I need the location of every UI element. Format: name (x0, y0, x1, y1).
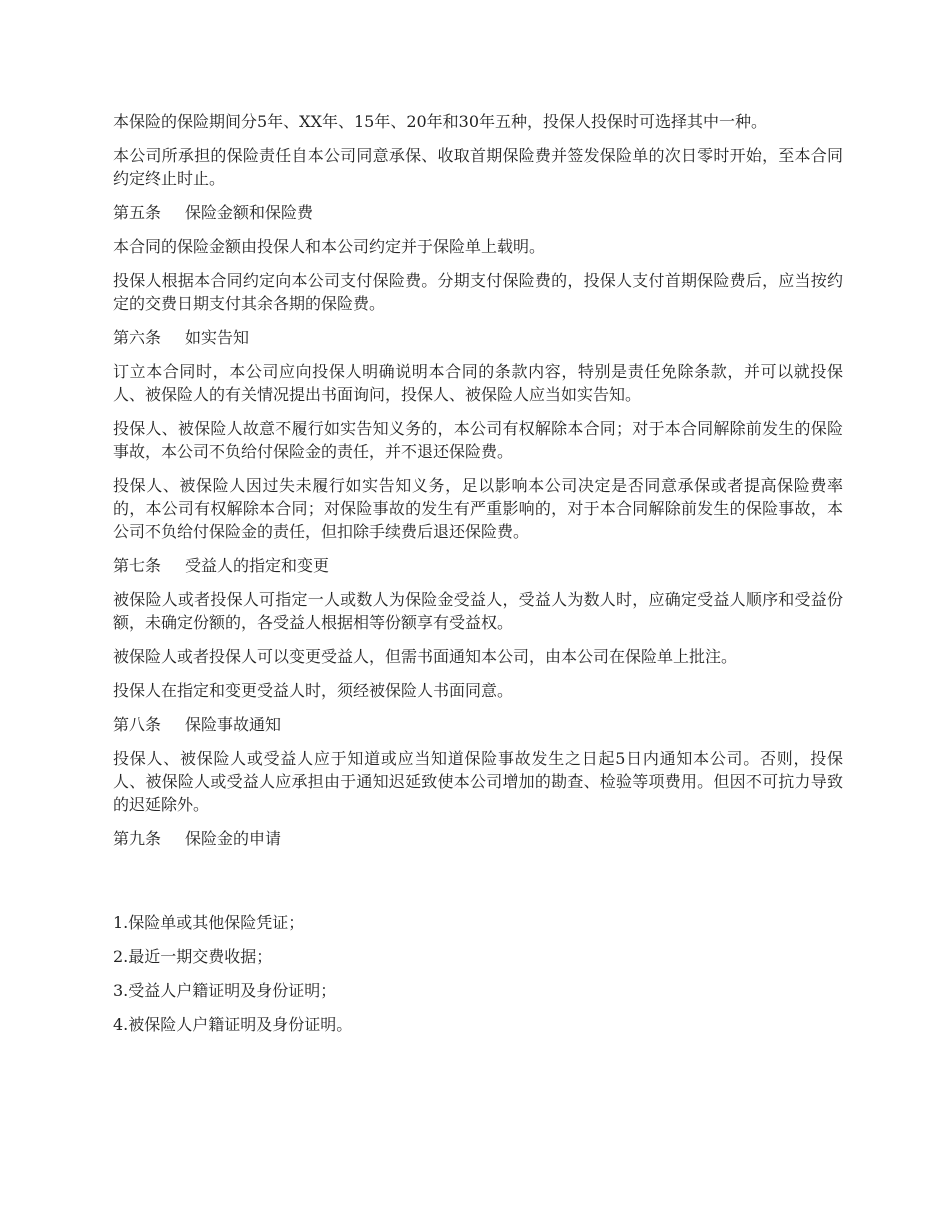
article-title: 保险金额和保险费 (185, 203, 314, 222)
paragraph: 本保险的保险期间分5年、XX年、15年、20年和30年五种，投保人投保时可选择其中一种。 (113, 112, 768, 131)
article-8-heading (113, 713, 843, 736)
article-number: 第七条 (113, 556, 162, 575)
document-body (113, 110, 843, 1047)
article-9-heading (113, 827, 843, 850)
paragraph: 投保人在指定和变更受益人时，须经被保险人书面同意。 (113, 681, 514, 700)
article-title: 如实告知 (185, 328, 250, 347)
blank-gap (113, 861, 843, 911)
paragraph: 投保人、被保险人或受益人应于知道或应当知道保险事故发生之日起5日内通知本公司。否则，投保人、被保险人或受益人应承担由于通知迟延致使本公司增加的勘查、检验等项费用。但因不可抗力导致的迟延除外。 (113, 749, 843, 814)
paragraph: 本合同的保险金额由投保人和本公司约定并于保险单上载明。 (113, 237, 546, 256)
paragraph: 被保险人或者投保人可以变更受益人，但需书面通知本公司，由本公司在保险单上批注。 (113, 647, 738, 666)
paragraph: 订立本合同时，本公司应向投保人明确说明本合同的条款内容，特别是责任免除条款，并可以就投保人、被保险人的有关情况提出书面询问，投保人、被保险人应当如实告知。 (113, 362, 843, 404)
article-number: 第九条 (113, 829, 162, 848)
article-7-heading (113, 554, 843, 577)
list-item: 1.保险单或其他保险凭证； (113, 913, 305, 932)
list-item: 4.被保险人户籍证明及身份证明。 (113, 1015, 353, 1034)
article-number: 第六条 (113, 328, 162, 347)
paragraph: 投保人根据本合同约定向本公司支付保险费。分期支付保险费的，投保人支付首期保险费后，应当按约定的交费日期支付其余各期的保险费。 (113, 271, 843, 313)
article-title: 受益人的指定和变更 (185, 556, 330, 575)
article-title: 保险金的申请 (185, 829, 282, 848)
paragraph: 投保人、被保险人因过失未履行如实告知义务，足以影响本公司决定是否同意承保或者提高保险费率的，本公司有权解除本合同；对保险事故的发生有严重影响的，对于本合同解除前发生的保险事故，本公司不负给付保险金的责任，但扣除手续费后退还保险费。 (113, 476, 843, 541)
list-item: 3.受益人户籍证明及身份证明； (113, 981, 337, 1000)
article-number: 第八条 (113, 715, 162, 734)
paragraph: 本公司所承担的保险责任自本公司同意承保、收取首期保险费并签发保险单的次日零时开始，至本合同约定终止时止。 (113, 146, 843, 188)
list-item: 2.最近一期交费收据； (113, 947, 273, 966)
article-6-heading (113, 326, 843, 349)
article-title: 保险事故通知 (185, 715, 282, 734)
article-5-heading (113, 201, 843, 224)
article-number: 第五条 (113, 203, 162, 222)
paragraph: 投保人、被保险人故意不履行如实告知义务的，本公司有权解除本合同；对于本合同解除前发生的保险事故，本公司不负给付保险金的责任，并不退还保险费。 (113, 419, 843, 461)
paragraph: 被保险人或者投保人可指定一人或数人为保险金受益人，受益人为数人时，应确定受益人顺序和受益份额，未确定份额的，各受益人根据相等份额享有受益权。 (113, 590, 843, 632)
